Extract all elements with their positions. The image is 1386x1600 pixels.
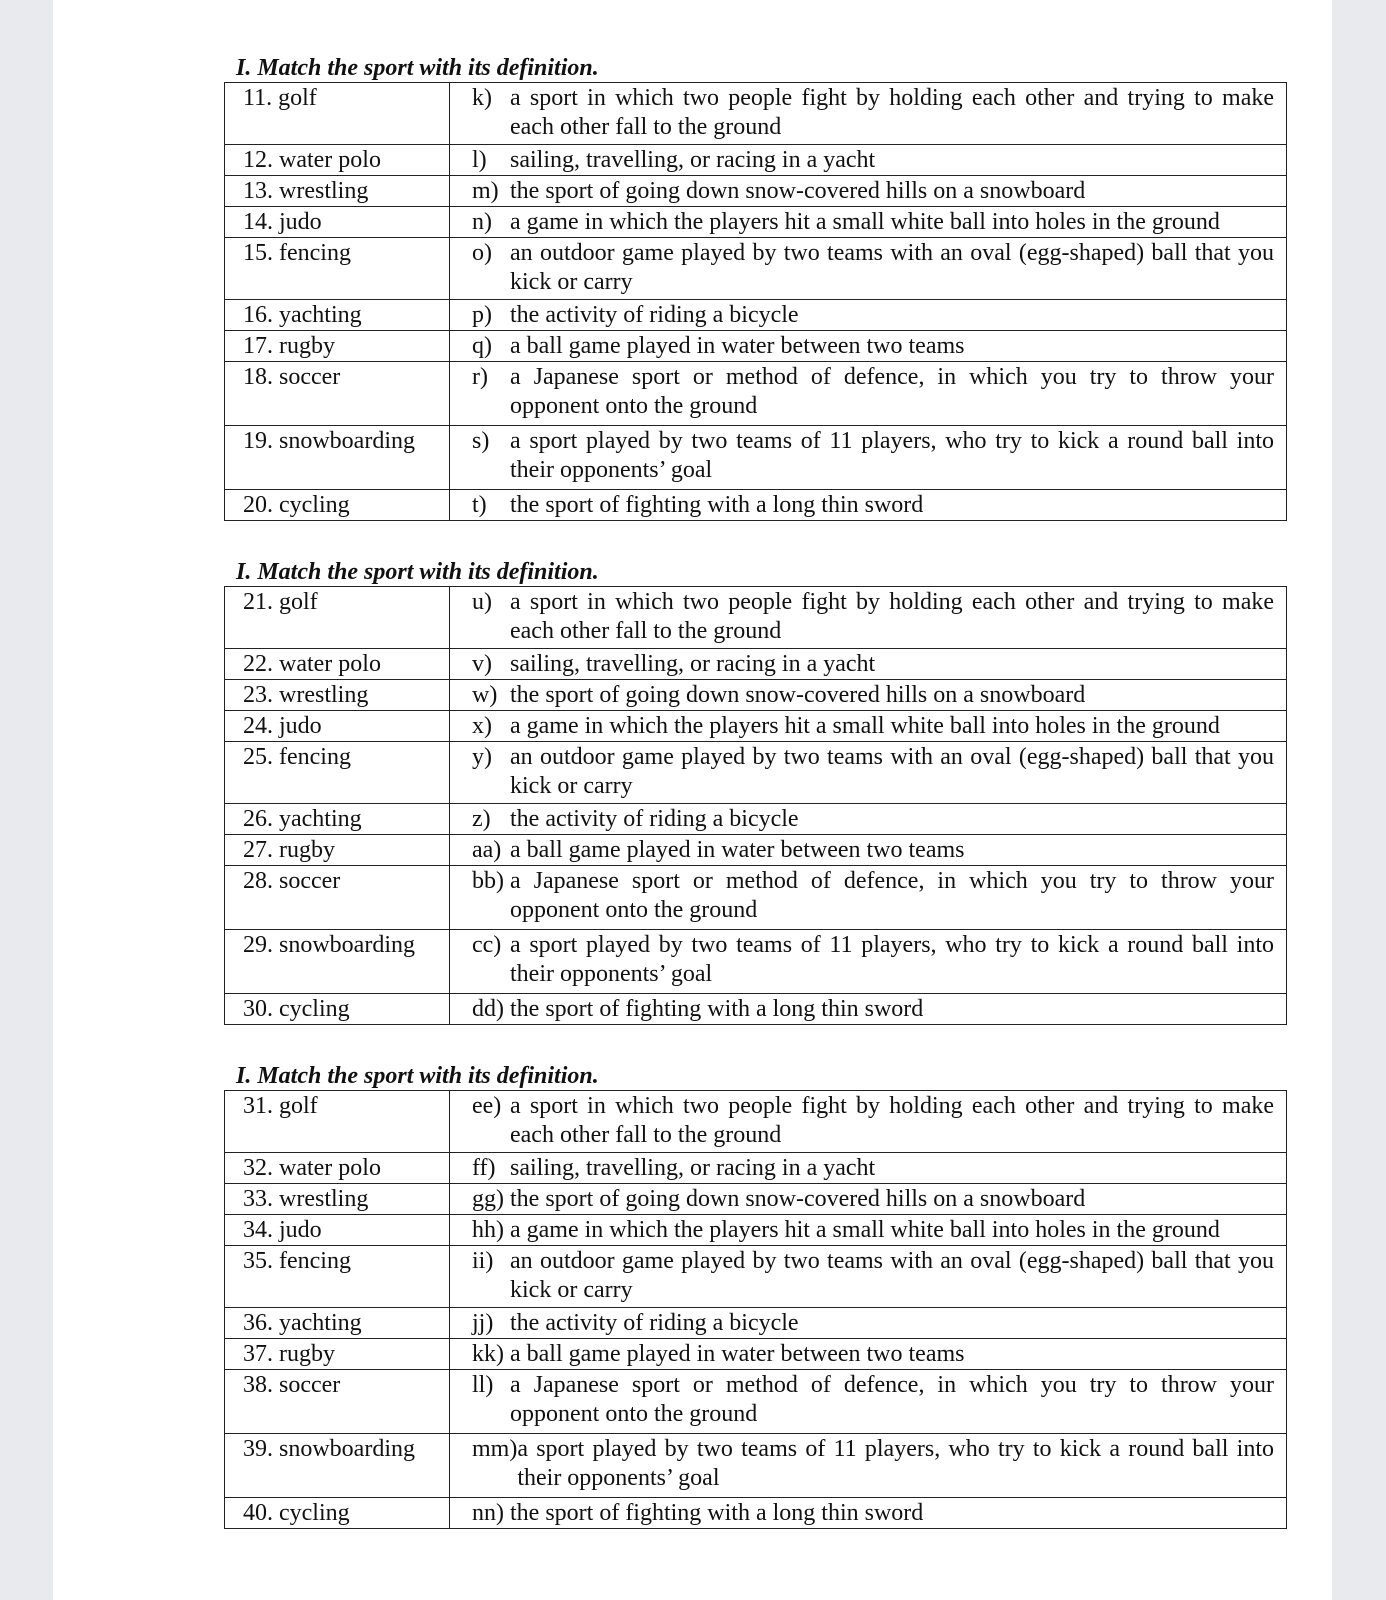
table-row: [225, 649, 1287, 680]
matching-table: [224, 82, 1287, 521]
definition-cell: [450, 362, 1287, 426]
sport-cell: 31. golf: [225, 1091, 450, 1153]
definition-text: the activity of riding a bicycle: [510, 302, 799, 328]
sport-cell: 12. water polo: [225, 145, 450, 176]
definition-letter: ee): [472, 1093, 502, 1119]
definition-letter: kk): [472, 1341, 504, 1367]
definition-text: the sport of going down snow-covered hills on a snowboard: [510, 682, 1086, 708]
definition-letter: w): [472, 682, 498, 708]
table-row: [225, 1184, 1287, 1215]
definition-text: a Japanese sport or method of defence, in which you try to throw your opponent onto the ground: [510, 1372, 1274, 1427]
definition-cell: [450, 930, 1287, 994]
definition-cell: [450, 1308, 1287, 1339]
definition-letter: dd): [472, 996, 504, 1022]
definition-text: sailing, travelling, or racing in a yacht: [510, 147, 876, 173]
definition-letter: y): [472, 744, 492, 770]
definition-text: a sport played by two teams of 11 players, who try to kick a round ball into their opponents’ goal: [517, 1436, 1274, 1491]
exercise-section-3: [224, 1062, 1287, 1529]
table-row: [225, 1153, 1287, 1184]
definition-text: the activity of riding a bicycle: [510, 1310, 799, 1336]
definition-letter: x): [472, 713, 492, 739]
sport-cell: 24. judo: [225, 711, 450, 742]
table-row: [225, 930, 1287, 994]
sport-cell: 13. wrestling: [225, 176, 450, 207]
table-row: [225, 742, 1287, 804]
table-row: [225, 835, 1287, 866]
definition-letter: k): [472, 85, 492, 111]
table-row: [225, 1246, 1287, 1308]
sport-cell: 39. snowboarding: [225, 1434, 450, 1498]
definition-cell: [450, 866, 1287, 930]
definition-letter: mm): [472, 1436, 518, 1462]
table-row: [225, 1434, 1287, 1498]
definition-letter: q): [472, 333, 492, 359]
definition-cell: [450, 835, 1287, 866]
definition-cell: [450, 490, 1287, 521]
definition-text: an outdoor game played by two teams with an oval (egg-shaped) ball that you kick or carry: [510, 1248, 1274, 1303]
sport-cell: 16. yachting: [225, 300, 450, 331]
definition-letter: l): [472, 147, 487, 173]
definition-letter: gg): [472, 1186, 504, 1212]
definition-text: the sport of fighting with a long thin sword: [510, 996, 924, 1022]
definition-cell: [450, 83, 1287, 145]
definition-text: the sport of going down snow-covered hills on a snowboard: [510, 1186, 1086, 1212]
sport-cell: 15. fencing: [225, 238, 450, 300]
section-heading: I. Match the sport with its definition.: [236, 559, 599, 585]
table-row: [225, 804, 1287, 835]
table-row: [225, 1308, 1287, 1339]
matching-table: [224, 586, 1287, 1025]
definition-letter: aa): [472, 837, 502, 863]
table-row: [225, 145, 1287, 176]
definition-cell: [450, 1246, 1287, 1308]
definition-letter: ff): [472, 1155, 496, 1181]
definition-text: a game in which the players hit a small white ball into holes in the ground: [510, 713, 1220, 739]
definition-text: a sport in which two people fight by holding each other and trying to make each other fall to the ground: [510, 1093, 1274, 1148]
definition-text: the sport of fighting with a long thin sword: [510, 1500, 924, 1526]
sport-cell: 26. yachting: [225, 804, 450, 835]
sport-cell: 37. rugby: [225, 1339, 450, 1370]
definition-cell: [450, 238, 1287, 300]
definition-cell: [450, 1370, 1287, 1434]
definition-text: a sport played by two teams of 11 players, who try to kick a round ball into their opponents’ goal: [510, 428, 1274, 483]
table-row: [225, 711, 1287, 742]
sport-cell: 36. yachting: [225, 1308, 450, 1339]
table-row: [225, 331, 1287, 362]
sport-cell: 34. judo: [225, 1215, 450, 1246]
sport-cell: 35. fencing: [225, 1246, 450, 1308]
definition-letter: r): [472, 364, 488, 390]
sport-cell: 28. soccer: [225, 866, 450, 930]
table-row: [225, 994, 1287, 1025]
definition-text: a Japanese sport or method of defence, in which you try to throw your opponent onto the ground: [510, 364, 1274, 419]
section-heading: I. Match the sport with its definition.: [236, 55, 599, 81]
definition-letter: hh): [472, 1217, 504, 1243]
definition-cell: [450, 994, 1287, 1025]
sport-cell: 17. rugby: [225, 331, 450, 362]
definition-text: a Japanese sport or method of defence, in which you try to throw your opponent onto the ground: [510, 868, 1274, 923]
definition-letter: o): [472, 240, 492, 266]
definition-cell: [450, 711, 1287, 742]
sport-cell: 14. judo: [225, 207, 450, 238]
sport-cell: 38. soccer: [225, 1370, 450, 1434]
definition-letter: s): [472, 428, 490, 454]
sport-cell: 20. cycling: [225, 490, 450, 521]
definition-cell: [450, 1153, 1287, 1184]
definition-text: a sport played by two teams of 11 players, who try to kick a round ball into their opponents’ goal: [510, 932, 1274, 987]
sport-cell: 27. rugby: [225, 835, 450, 866]
definition-text: a ball game played in water between two teams: [510, 333, 965, 359]
definition-letter: n): [472, 209, 492, 235]
table-row: [225, 207, 1287, 238]
definition-letter: p): [472, 302, 492, 328]
table-row: [225, 1498, 1287, 1529]
table-row: [225, 680, 1287, 711]
section-heading: I. Match the sport with its definition.: [236, 1063, 599, 1089]
definition-text: a sport in which two people fight by holding each other and trying to make each other fall to the ground: [510, 85, 1274, 140]
definition-cell: [450, 1498, 1287, 1529]
definition-cell: [450, 207, 1287, 238]
definition-letter: bb): [472, 868, 504, 894]
sport-cell: 32. water polo: [225, 1153, 450, 1184]
definition-text: the sport of going down snow-covered hills on a snowboard: [510, 178, 1086, 204]
table-row: [225, 1091, 1287, 1153]
exercise-section-2: [224, 558, 1287, 1025]
sport-cell: 29. snowboarding: [225, 930, 450, 994]
table-row: [225, 587, 1287, 649]
definition-cell: [450, 649, 1287, 680]
definition-text: a ball game played in water between two teams: [510, 1341, 965, 1367]
table-row: [225, 300, 1287, 331]
table-row: [225, 176, 1287, 207]
definition-text: a sport in which two people fight by holding each other and trying to make each other fall to the ground: [510, 589, 1274, 644]
definition-cell: [450, 1091, 1287, 1153]
definition-letter: nn): [472, 1500, 504, 1526]
definition-text: a ball game played in water between two teams: [510, 837, 965, 863]
table-row: [225, 426, 1287, 490]
table-row: [225, 1370, 1287, 1434]
definition-text: a game in which the players hit a small white ball into holes in the ground: [510, 209, 1220, 235]
sport-cell: 40. cycling: [225, 1498, 450, 1529]
definition-letter: ll): [472, 1372, 494, 1398]
definition-letter: t): [472, 492, 487, 518]
table-row: [225, 1215, 1287, 1246]
table-row: [225, 238, 1287, 300]
table-row: [225, 362, 1287, 426]
definition-cell: [450, 176, 1287, 207]
sport-cell: 22. water polo: [225, 649, 450, 680]
definition-text: sailing, travelling, or racing in a yacht: [510, 651, 876, 677]
sport-cell: 18. soccer: [225, 362, 450, 426]
sport-cell: 30. cycling: [225, 994, 450, 1025]
definition-text: the activity of riding a bicycle: [510, 806, 799, 832]
definition-letter: z): [472, 806, 491, 832]
sport-cell: 21. golf: [225, 587, 450, 649]
sport-cell: 33. wrestling: [225, 1184, 450, 1215]
definition-letter: v): [472, 651, 492, 677]
definition-cell: [450, 1184, 1287, 1215]
table-row: [225, 866, 1287, 930]
sport-cell: 11. golf: [225, 83, 450, 145]
definition-cell: [450, 1215, 1287, 1246]
definition-cell: [450, 1339, 1287, 1370]
definition-cell: [450, 1434, 1287, 1498]
definition-cell: [450, 742, 1287, 804]
definition-letter: ii): [472, 1248, 494, 1274]
definition-letter: u): [472, 589, 492, 615]
definition-letter: cc): [472, 932, 502, 958]
definition-text: an outdoor game played by two teams with an oval (egg-shaped) ball that you kick or carry: [510, 240, 1274, 295]
definition-text: the sport of fighting with a long thin sword: [510, 492, 924, 518]
sport-cell: 19. snowboarding: [225, 426, 450, 490]
exercise-section-1: [224, 54, 1287, 521]
definition-text: an outdoor game played by two teams with an oval (egg-shaped) ball that you kick or carry: [510, 744, 1274, 799]
definition-text: sailing, travelling, or racing in a yacht: [510, 1155, 876, 1181]
definition-cell: [450, 331, 1287, 362]
table-row: [225, 490, 1287, 521]
sport-cell: 23. wrestling: [225, 680, 450, 711]
definition-cell: [450, 145, 1287, 176]
definition-cell: [450, 804, 1287, 835]
matching-table: [224, 1090, 1287, 1529]
table-row: [225, 83, 1287, 145]
definition-letter: m): [472, 178, 499, 204]
definition-cell: [450, 300, 1287, 331]
definition-letter: jj): [472, 1310, 494, 1336]
definition-cell: [450, 426, 1287, 490]
definition-text: a game in which the players hit a small white ball into holes in the ground: [510, 1217, 1220, 1243]
sport-cell: 25. fencing: [225, 742, 450, 804]
definition-cell: [450, 587, 1287, 649]
definition-cell: [450, 680, 1287, 711]
table-row: [225, 1339, 1287, 1370]
